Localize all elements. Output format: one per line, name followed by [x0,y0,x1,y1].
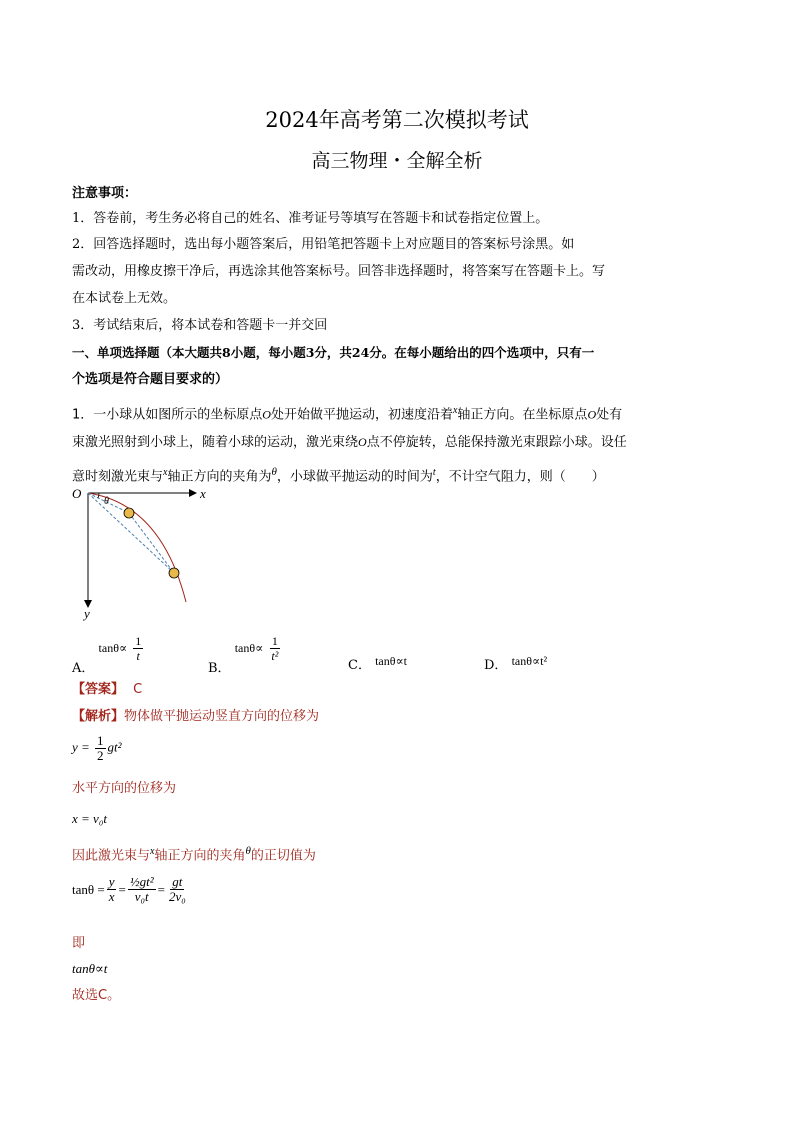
page-subtitle: 高三物理・全解全析 [311,150,483,172]
ball [169,568,179,578]
option-a[interactable]: A． tanθ∝ $\frac{1}{t}$ [72,634,142,676]
theta-label: θ [104,496,109,507]
equation-result: tanθ∝t [72,961,108,976]
question-line: 意时刻激光束与$^x$轴正方向的夹角为$^\theta$，小球做平抛运动的时间为$^t$，不计空气阻力，则（ ） [72,466,605,485]
notice-item: 3．考试结束后，将本试卷和答题卡一并交回 [72,318,328,333]
notice-item: 1．答卷前，考生务必将自己的姓名、准考证号等填写在答题卡和试卷指定位置上。 [72,211,549,226]
equation-tan: tanθ = $\frac{y}{x}$ = $\frac{\text{½gt²}}{\text{v₀t}}$ = $\frac{gt}{\text{2v₀}}$ [72,874,186,904]
analysis-conclusion: 故选C。 [72,988,121,1003]
option-d[interactable]: D． tanθ∝t² [484,654,548,673]
answer-line: 【答案】 C [72,682,143,697]
analysis-line: 因此激光束与$^x$轴正方向的夹角$^\theta$的正切值为 [72,845,316,864]
question-line: 束激光照射到小球上，随着小球的运动，激光束绕O点不停旋转，总能保持激光束跟踪小球。设任 [72,435,627,450]
section-heading-cont: 个选项是符合题目要求的） [72,372,229,387]
option-c[interactable]: C． tanθ∝t [348,654,407,673]
ball [124,508,134,518]
notice-heading: 注意事项： [72,186,138,201]
equation-x: x = v₀t [72,811,107,826]
analysis-line: 【解析】物体做平抛运动竖直方向的位移为 [72,709,320,724]
equation-y: y = $\frac{1}{2}$ gt² [72,733,122,763]
x-axis-label: x [200,486,206,501]
laser-beam [129,513,174,573]
section-heading: 一、单项选择题（本大题共8小题，每小题3分，共24分。在每小题给出的四个选项中，只有一 [72,345,595,360]
analysis-line: 水平方向的位移为 [72,781,177,796]
laser-beam [88,493,174,573]
y-axis-label: y [84,606,90,621]
option-b[interactable]: B． tanθ∝ $\frac{1}{\text{t²}}$ [208,634,279,676]
projectile-figure [66,484,216,624]
page-title: 2024年高考第二次模拟考试 [265,108,529,132]
notice-item: 2．回答选择题时，选出每小题答案后，用铅笔把答题卡上对应题目的答案标号涂黑。如 [72,237,575,252]
trajectory-curve [88,493,186,602]
question-line: 1．一小球从如图所示的坐标原点O处开始做平抛运动，初速度沿着$^x$轴正方向。在坐标原点O处有 [72,405,623,423]
origin-label: O [72,486,82,501]
analysis-line: 即 [72,936,86,951]
notice-item: 在本试卷上无效。 [72,291,177,306]
notice-item: 需改动，用橡皮擦干净后，再选涂其他答案标号。回答非选择题时，将答案写在答题卡上。写 [72,264,606,279]
